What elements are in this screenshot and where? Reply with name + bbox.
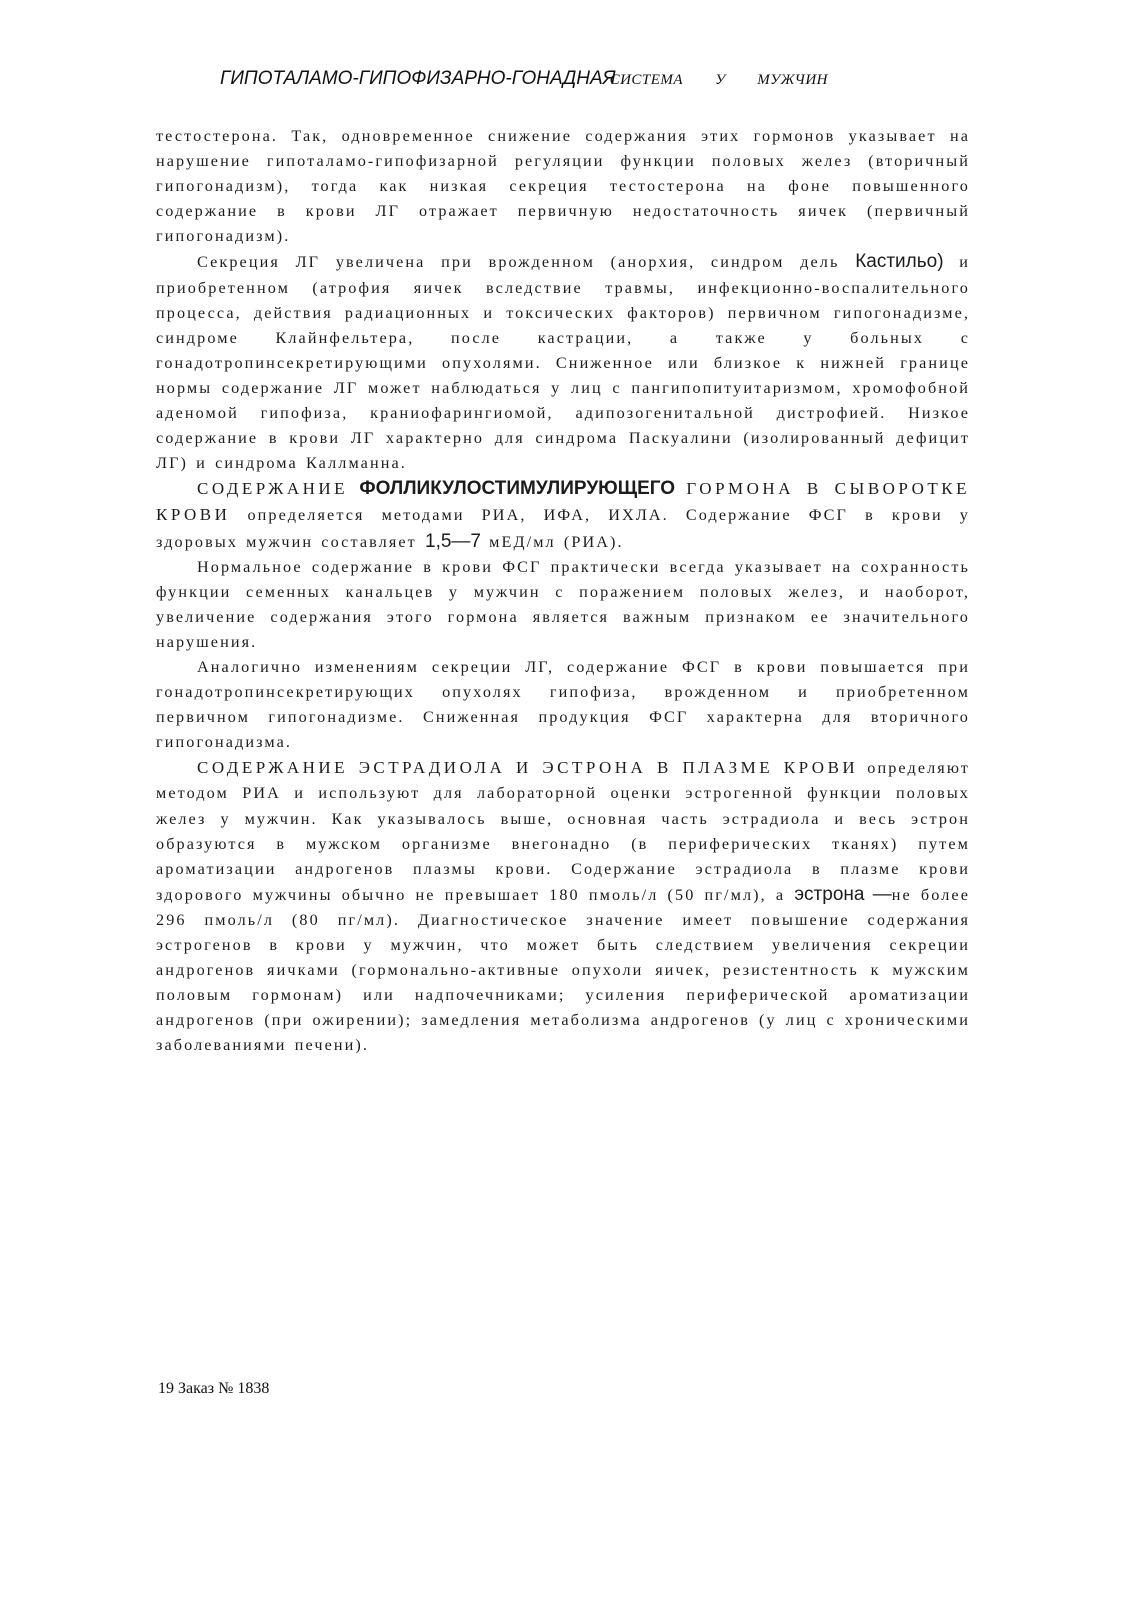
- fsh-heading-end: ГОРМОНА В СЫВОРОТКЕ КРОВИ: [156, 479, 970, 525]
- paragraph-4: Нормальное содержание в крови ФСГ практически всегда указывает на сохранность функции семенных канальцев у мужчин с поражением половых желез, и наоборот, увеличение содержания этого гормона является важным признаком ее значительного нарушения.: [156, 557, 970, 651]
- paragraph-5: Аналогично изменениям секреции ЛГ, содержание ФСГ в крови повышается при гонадотропинсекретирующих опухолях гипофиза, врожденном и приобретенном первичном гипогонадизме. Сниженная продукция ФСГ характерна для вторичного гипогонадизма.: [156, 657, 970, 752]
- estradiol-heading: СОДЕРЖАНИЕ ЭСТРАДИОЛА И ЭСТРОНА В ПЛАЗМЕ КРОВИ: [197, 758, 859, 778]
- paragraph-2: [156, 249, 970, 476]
- header-part-3: У: [715, 72, 726, 88]
- paragraph-2-name: Кастильо): [855, 251, 944, 273]
- paragraph-3: [156, 476, 970, 554]
- paragraph-2-rest: и приобретенном (атрофия яичек вследствие травмы, инфекционно-воспалительного процесса, действия радиационных и токсических факторов) первичном гипогонадизме, синдроме Клайнфельтера, после кастрации, а также у больных с гонадотропинсекретирующими опухолями. Сниженное или близкое к нижней границе нормы содержание ЛГ может наблюдаться у лиц с пангипопитуитаризмом, хромофобной аденомой гипофиза, краниофарингиомой, адипозогенитальной дистрофией. Низкое содержание в крови ЛГ характерно для синдрома Паскуалини (изолированный дефицит ЛГ) и синдрома Каллманна.: [156, 253, 970, 473]
- paragraph-3-text: определяется методами РИА, ИФА, ИХЛА. Содержание ФСГ в крови у здоровых мужчин составляет: [156, 506, 970, 551]
- estrone-word: эстрона —: [794, 883, 892, 905]
- paragraph-1: тестостерона. Так, одновременное снижение содержания этих гормонов указывает на нарушение гипоталамо-гипофизарной регуляции функции половых желез (вторичный гипогонадизм), тогда как низкая секреция тестостерона на фоне повышенного содержание в крови ЛГ отражает первичную недостаточность яичек (первичный гипогонадизм).: [156, 127, 970, 246]
- header-part-4: МУЖЧИН: [757, 72, 829, 88]
- fsh-heading-start: СОДЕРЖАНИЕ: [197, 479, 349, 499]
- paragraph-6: [156, 755, 970, 1058]
- running-header: [220, 68, 920, 98]
- paragraph-6-rest: не более 296 пмоль/л (80 пг/мл). Диагностическое значение имеет повышение содержания эстрогенов в крови у мужчин, что может быть следствием увеличения секреции андрогенов яичками (гормонально-активные опухоли яичек, резистентность к мужским половым гормонам) или надпочечниками; усиления периферической ароматизации андрогенов (при ожирении); замедления метаболизма андрогенов (у лиц с хроническими заболеваниями печени).: [156, 885, 970, 1055]
- fsh-unit: мЕД/мл (РИА).: [489, 532, 624, 551]
- paragraph-2-start: Секреция ЛГ увеличена при врожденном (анорхия, синдром дель: [197, 253, 840, 272]
- footer-signature: 19 Заказ № 1838: [158, 1380, 270, 1397]
- paragraph-6-text: определяют методом РИА и используют для лабораторной оценки эстрогенной функции половых желез у мужчин. Как указывалось выше, основная часть эстрадиола и весь эстрон образуются в мужском организме внегонадно (в периферических тканях) путем ароматизации андрогенов плазмы крови. Содержание эстрадиола в плазме крови здорового мужчины обычно не превышает 180 пмоль/л (50 пг/мл), а: [156, 759, 970, 904]
- main-text: [156, 124, 970, 1058]
- fsh-range: 1,5—7: [425, 530, 481, 552]
- fsh-heading-bold: ФОЛЛИКУЛОСТИМУЛИРУЮЩЕГО: [359, 478, 676, 500]
- header-part-1: ГИПОТАЛАМО-ГИПОФИЗАРНО-ГОНАДНАЯ: [220, 68, 616, 89]
- header-part-2: СИСТЕМА: [609, 72, 684, 88]
